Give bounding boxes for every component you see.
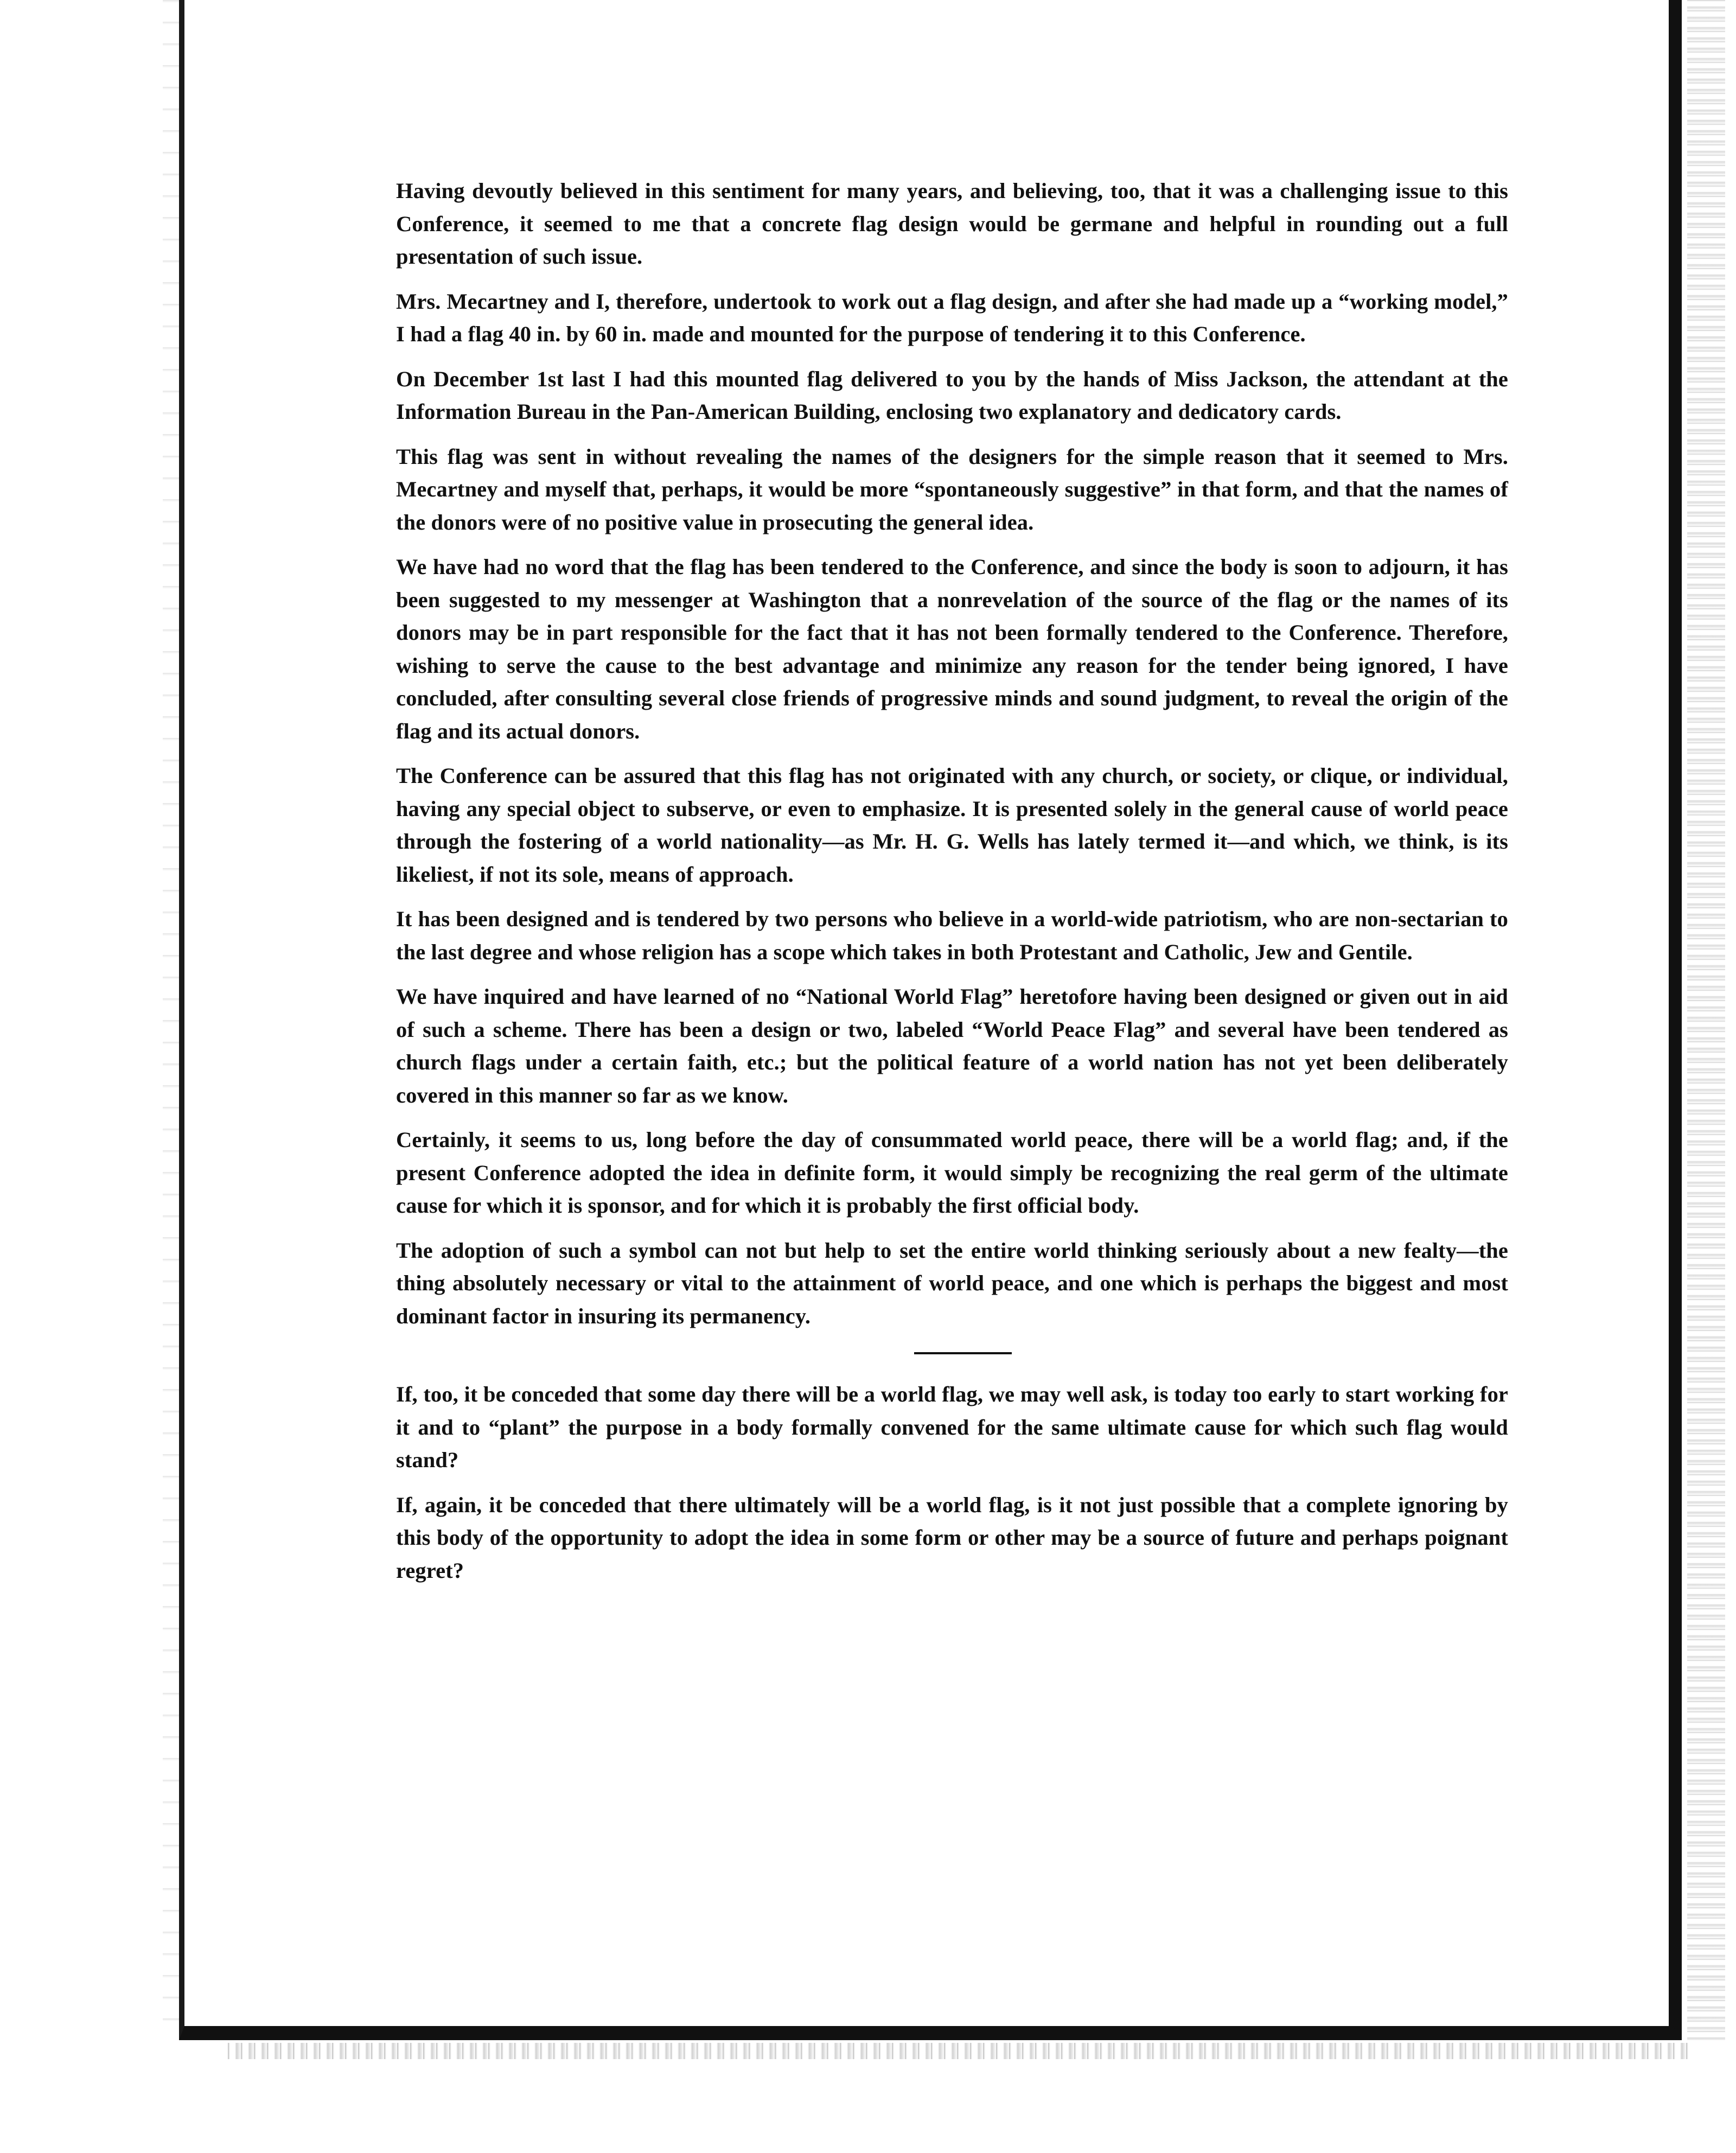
paragraph-6: The Conference can be assured that this flag has not originated with any church, or society, or clique, or individual, having any special object to subserve, or even to emphasize. It is presented solely in the general cause of world peace through the fostering of a world nationality—as Mr. H. G. Wells has lately termed it—and which, we think, is its likeliest, if not its sole, means of approach. bbox=[396, 763, 1508, 887]
closing-paragraph-1: If, too, it be conceded that some day there will be a world flag, we may well ask, is today too early to start working for it and to “plant” the purpose in a body formally convened for the same ultimate cause for which such flag would stand? bbox=[396, 1382, 1508, 1472]
paragraph-2: Mrs. Mecartney and I, therefore, undertook to work out a flag design, and after she had made up a “working model,” I had a flag 40 in. by 60 in. made and mounted for the purpose of tendering it to this Conference. bbox=[396, 289, 1508, 346]
document-body bbox=[396, 175, 1508, 1599]
paragraph-4: This flag was sent in without revealing the names of the designers for the simple reason that it seemed to Mrs. Mecartney and myself that, perhaps, it would be more “spontaneously suggestive” in that form, and that the names of the donors were of no positive value in prosecuting the general idea. bbox=[396, 444, 1508, 534]
paragraph-10: The adoption of such a symbol can not but help to set the entire world thinking seriously about a new fealty—the thing absolutely necessary or vital to the attainment of world peace, and one which is perhaps the biggest and most dominant factor in insuring its permanency. bbox=[396, 1238, 1508, 1328]
scan-edge-bottom bbox=[228, 2043, 1693, 2059]
scan-edge-right bbox=[1687, 0, 1725, 2040]
paragraph-5: We have had no word that the flag has been tendered to the Conference, and since the body is soon to adjourn, it has been suggested to my messenger at Washington that a nonrevelation of the source of the flag or the names of its donors may be in part responsible for the fact that it has not been formally tendered to the Conference. Therefore, wishing to serve the cause to the best advantage and minimize any reason for the tender being ignored, I have concluded, after consulting several close friends of progressive minds and sound judgment, to reveal the origin of the flag and its actual donors. bbox=[396, 555, 1508, 743]
paragraph-3: On December 1st last I had this mounted flag delivered to you by the hands of Miss Jackson, the attendant at the Information Bureau in the Pan-American Building, enclosing two explanatory and dedicatory cards. bbox=[396, 366, 1508, 424]
paragraph-9: Certainly, it seems to us, long before the day of consummated world peace, there will be a world flag; and, if the present Conference adopted the idea in definite form, it would simply be recognizing the real germ of the ultimate cause for which it is sponsor, and for which it is probably the first official body. bbox=[396, 1128, 1508, 1218]
paragraph-1: Having devoutly believed in this sentiment for many years, and believing, too, that it was a challenging issue to this Conference, it seemed to me that a concrete flag design would be germane and helpful in rounding out a full presentation of such issue. bbox=[396, 179, 1508, 269]
paragraph-8: We have inquired and have learned of no “National World Flag” heretofore having been designed or given out in aid of such a scheme. There has been a design or two, labeled “World Peace Flag” and several have been tendered as church flags under a certain faith, etc.; but the political feature of a world nation has not yet been deliberately covered in this manner so far as we know. bbox=[396, 984, 1508, 1107]
paragraph-7: It has been designed and is tendered by two persons who believe in a world-wide patriotism, who are non-sectarian to the last degree and whose religion has a scope which takes in both Protestant and Catholic, Jew and Gentile. bbox=[396, 907, 1508, 964]
section-divider bbox=[914, 1352, 1012, 1354]
closing-paragraph-2: If, again, it be conceded that there ultimately will be a world flag, is it not just possible that a complete ignoring by this body of the opportunity to adopt the idea in some form or other may be a source of future and perhaps poignant regret? bbox=[396, 1492, 1508, 1583]
scan-edge-left bbox=[163, 0, 179, 2040]
